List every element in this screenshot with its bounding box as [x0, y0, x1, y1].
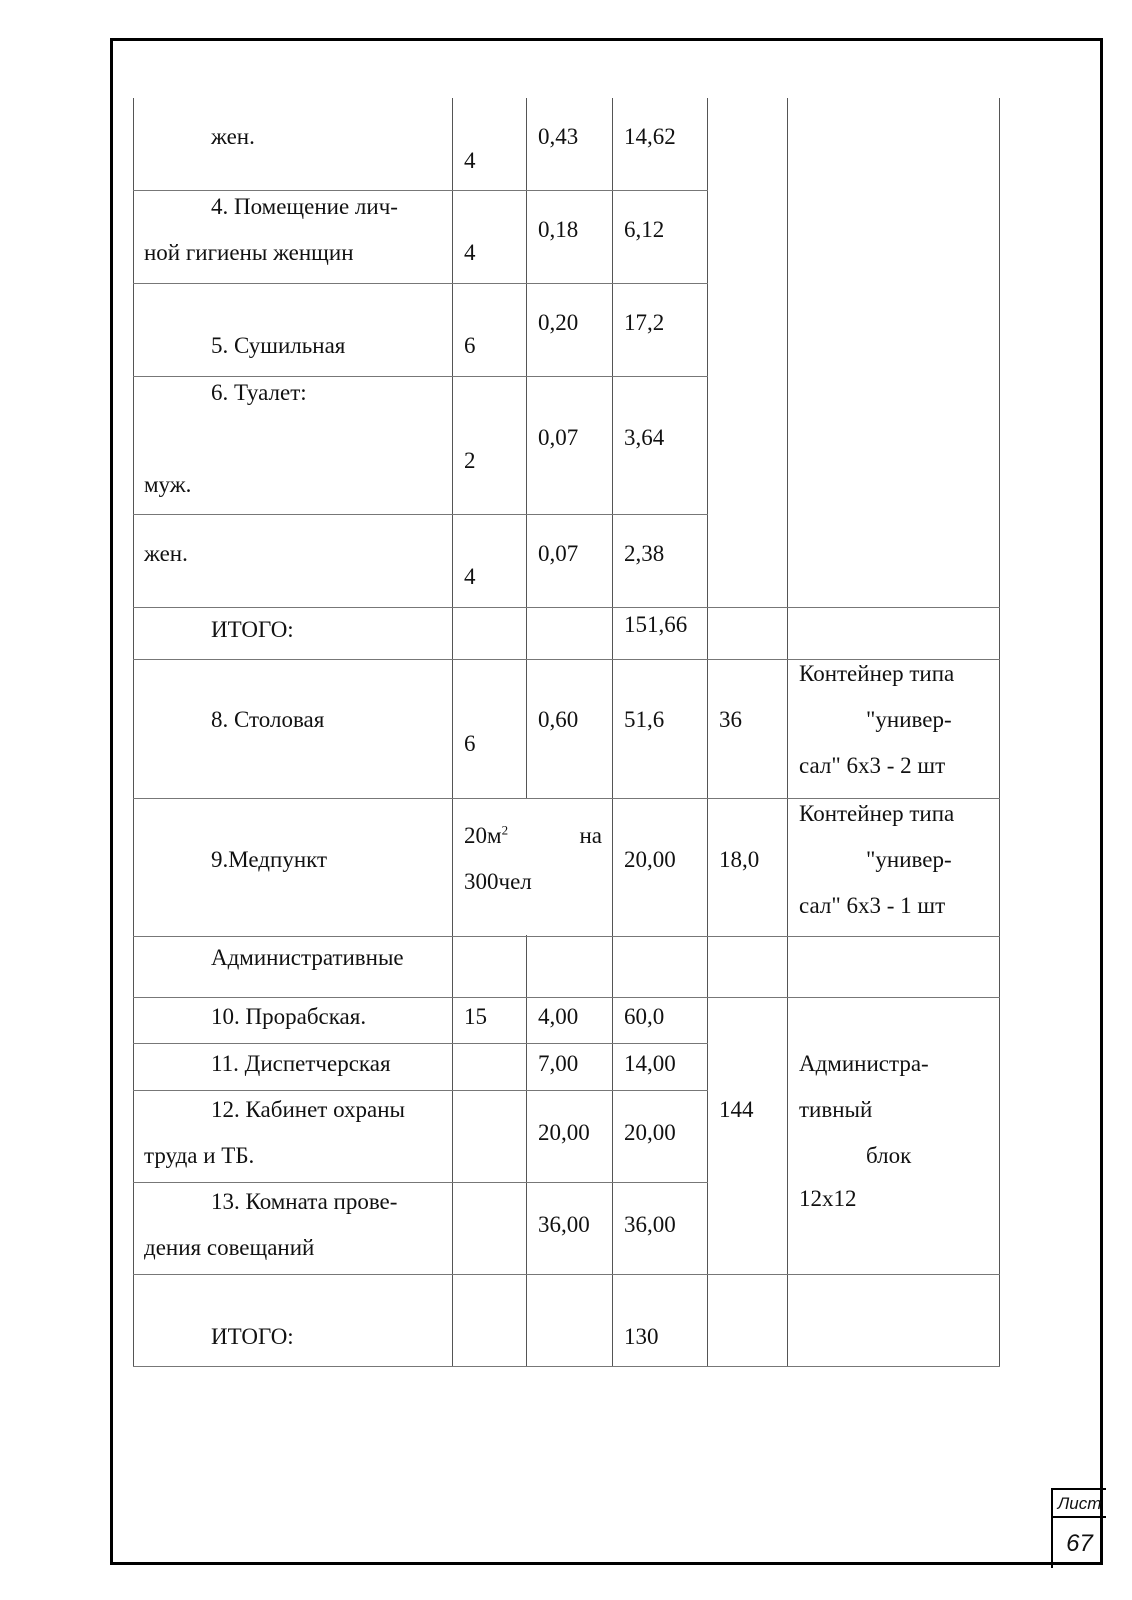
- cell-name-line2: дения совещаний: [144, 1235, 315, 1260]
- cell-note: сал" 6х3 - 1 шт: [799, 893, 946, 918]
- cell-name: 11. Диспетчерская: [211, 1051, 391, 1076]
- cell-norm: 4,00: [538, 1004, 579, 1029]
- cell-qty: 4: [464, 148, 476, 173]
- admin-note: 12х12: [799, 1186, 857, 1211]
- table-border-left: [133, 98, 134, 1367]
- cell-norm: 36,00: [538, 1212, 590, 1237]
- cell-qty: 4: [464, 240, 476, 265]
- cell-qty: 15: [464, 1004, 487, 1029]
- row-line: [133, 659, 1000, 660]
- cell-name: жен.: [144, 541, 188, 566]
- col-divider-3: [612, 98, 613, 1367]
- cell-name: жен.: [211, 124, 255, 149]
- cell-norm: 0,18: [538, 217, 579, 242]
- cell-area: 6,12: [624, 217, 665, 242]
- cell-area: 36,00: [624, 1212, 676, 1237]
- admin-note: тивный: [799, 1097, 873, 1122]
- cell-area: 14,00: [624, 1051, 676, 1076]
- row-line: [133, 283, 708, 284]
- cell-qty: 2: [464, 448, 476, 473]
- admin-note: блок: [866, 1143, 912, 1168]
- cell-norm: 0,43: [538, 124, 579, 149]
- cell-total: 18,0: [719, 847, 760, 872]
- row-line: [133, 1274, 1000, 1275]
- cell-area: 20,00: [624, 847, 676, 872]
- row-line: [133, 607, 1000, 608]
- cell-note: "универ-: [866, 847, 952, 872]
- cell-name: [211, 1097, 443, 1123]
- cell-norm: 20,00: [538, 1120, 590, 1145]
- merged-value: $20м^2$: [464, 822, 509, 848]
- cell-merged-norm: [464, 823, 602, 849]
- row-line: [133, 1043, 708, 1044]
- cell-note: сал" 6х3 - 2 шт: [799, 753, 946, 778]
- col-divider-2: [526, 98, 527, 798]
- cell-name: [211, 194, 443, 220]
- row-line: [133, 514, 708, 515]
- cell-name-line2: ной гигиены женщин: [144, 240, 354, 265]
- table-border-right: [999, 98, 1000, 1367]
- cell-name: 5. Сушильная: [211, 333, 346, 358]
- cell-area: 60,0: [624, 1004, 665, 1029]
- row-line: [133, 997, 1000, 998]
- cell-note: Контейнер типа: [799, 801, 955, 826]
- name-line: 12. Кабинет охраны: [211, 1097, 405, 1122]
- cell-qty: 4: [464, 564, 476, 589]
- cell-qty: 6: [464, 731, 476, 756]
- total-area: 130: [624, 1324, 659, 1349]
- name-line: 4. Помещение лич-: [211, 194, 398, 219]
- total-label: ИТОГО:: [211, 1324, 294, 1349]
- cell-area: 17,2: [624, 310, 665, 335]
- cell-name: 10. Прорабская.: [211, 1004, 367, 1029]
- cell-name-line2: труда и ТБ.: [144, 1143, 255, 1168]
- cell-note: Контейнер типа: [799, 661, 955, 686]
- cell-norm: 0,07: [538, 425, 579, 450]
- merged-word: на: [579, 823, 602, 848]
- name-line: 13. Комната прове-: [211, 1189, 398, 1214]
- cell-area: 14,62: [624, 124, 676, 149]
- sheet-number: 67: [1066, 1530, 1093, 1557]
- row-line: [133, 376, 708, 377]
- cell-area: 3,64: [624, 425, 665, 450]
- row-line: [133, 798, 1000, 799]
- admin-total: 144: [719, 1097, 754, 1122]
- col-divider-4: [707, 98, 708, 1367]
- row-line: [133, 1090, 708, 1091]
- cell-note: "универ-: [866, 707, 952, 732]
- cell-area: 51,6: [624, 707, 665, 732]
- cell-norm: 0,20: [538, 310, 579, 335]
- cell-area: 20,00: [624, 1120, 676, 1145]
- row-line: [133, 1182, 708, 1183]
- sheet-number-box: [1051, 1488, 1106, 1568]
- cell-name: 6. Туалет:: [211, 380, 307, 405]
- table-border-bottom: [133, 1366, 1000, 1367]
- cell-name-line2: муж.: [144, 472, 192, 497]
- total-label: ИТОГО:: [211, 617, 294, 642]
- col-divider-2b: [526, 935, 527, 1367]
- total-area: 151,66: [624, 612, 688, 637]
- cell-name: 9.Медпункт: [211, 847, 328, 872]
- sheet-label: Лист: [1053, 1490, 1106, 1518]
- admin-note: Администра-: [799, 1051, 929, 1076]
- cell-norm: 7,00: [538, 1051, 579, 1076]
- section-label: Административные: [211, 945, 404, 970]
- cell-name: [211, 1189, 443, 1215]
- row-line: [133, 190, 708, 191]
- cell-total: 36: [719, 707, 742, 732]
- cell-merged-norm-line2: 300чел: [464, 869, 532, 894]
- row-line: [133, 936, 1000, 937]
- col-divider-5: [787, 98, 788, 1367]
- cell-qty: 6: [464, 333, 476, 358]
- cell-norm: 0,60: [538, 707, 579, 732]
- col-divider-1: [452, 98, 453, 1367]
- cell-norm: 0,07: [538, 541, 579, 566]
- cell-area: 2,38: [624, 541, 665, 566]
- cell-name: 8. Столовая: [211, 707, 325, 732]
